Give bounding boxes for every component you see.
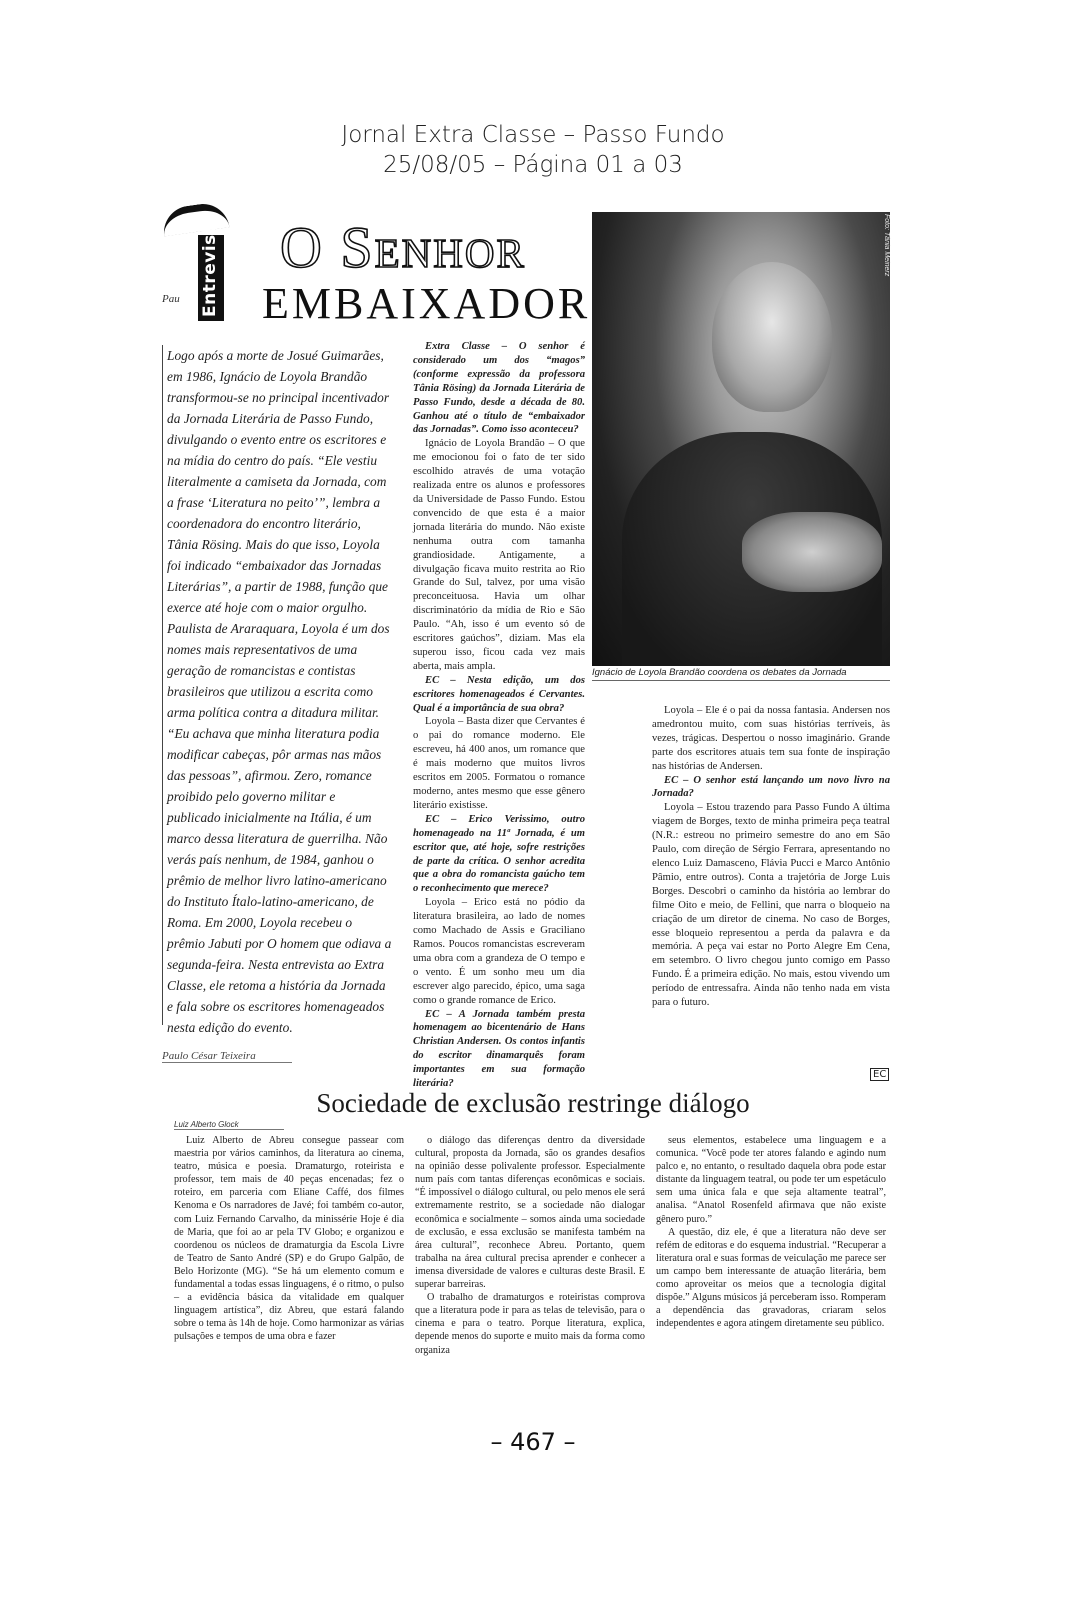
article2-paragraph: A questão, diz ele, é que a literatura não deve ser refém de editoras e do esquema industrial. “Recuperar a literatura oral e suas formas de veiculação me parece ser um campo bem interessante de atuação literária, bem como aproveitar os meios que a tecnologia digital dispõe.” Alguns músicos já perceberam isso. Romperam a dependência das gravadoras, criaram selos independentes e agora atingem diretamente seu público. — [656, 1226, 886, 1330]
title-line-2: EMBAIXADOR — [262, 279, 591, 328]
interview-question: EC – Nesta edição, um dos escritores homenageados é Cervantes. Qual é a importância de sua obra? — [413, 674, 585, 714]
interview-question: EC – O senhor está lançando um novo livro na Jornada? — [652, 774, 890, 800]
article2-paragraph: O trabalho de dramaturgos e roteiristas comprova que a literatura pode ir para as telas de televisão, para o cinema e para o teatro. Porque literatura, explica, depende menos do suporte e muito mais da forma como organiza — [415, 1292, 645, 1356]
article-title — [262, 215, 591, 330]
article2-paragraph: seus elementos, estabelece uma linguagem e a comunica. “Você pode ter atores falando e agindo num palco e, no entanto, o resultado daquela obra pode estar distante da linguagem teatral, ou pode ter um espetáculo sem uma única fala e que seja altamente teatral”, analisa. “Anatol Rosenfeld afirmava que não existe gênero puro.” — [656, 1135, 886, 1225]
photo-figure-head — [712, 262, 832, 412]
interview-question: EC – A Jornada também presta homenagem ao bicentenário de Hans Christian Andersen. Os contos infantis do escritor dinamarquês foram importantes em sua formação literária? — [413, 1008, 585, 1090]
archive-header — [0, 120, 1066, 180]
interview-answer: Loyola – Basta dizer que Cervantes é o pai do romance moderno. Ele escreveu, há 400 anos, um romance que é mais moderno que muitos livros escritos em 2005. Formatou o romance moderno, antes mesmo que esse gênero literário existisse. — [413, 716, 585, 811]
title-line-1: O Senhor — [280, 215, 526, 280]
lead-paragraph: Paulista de Araraquara, Loyola é um dos nomes mais representativos de uma geração de romancistas e contistas brasileiros que utilizou a escrita como arma política contra a ditadura militar. “Eu achava que minha literatura podia modificar cabeças, pôr armas nas mãos das pessoas”, afirmou. Zero, romance proibido pelo governo militar e publicado inicialmente na Itália, é um marco dessa literatura de guerrilha. Não verás país nenhum, de 1984, ganhou o prêmio de melhor livro latino-americano do Instituto Ítalo-latino-americano, de Roma. Em 2000, Loyola recebeu o prêmio Jabuti por O homem que odiava a segunda-feira. Nesta entrevista ao Extra Classe, ele retoma a história da Jornada e fala sobre os escritores homenageados nesta edição do evento. — [167, 621, 392, 1035]
photo-credit-text: Foto: Tânia Meinerz — [883, 214, 890, 277]
interview-answer: Loyola – Estou trazendo para Passo Fundo A última viagem de Borges, texto de minha primeira peça teatral (N.R.: estreou no primeiro semestre do ano em São Paulo, com direção de Sérgio Ferrara, apresentando no elenco Luiz Damasceno, Flávia Pucci e Marco Antônio Pâmio, entre outros). Conta a trajetória de Jorge Luis Borges. Descobri o caminho da história ao lembrar do filme Oito e meio, de Fellini, que narra o bloqueio na criação de um diretor de cinema. No caso de Borges, esse bloqueio representou a perda da palavra e da memória. A peça vai estar no Porto Alegre Em Cena, em setembro. O livro chegou junto comigo em Passo Fundo. É a primeira edição. No mais, estou vivendo um período de entressafra. Ainda não tenho nada em vista para o futuro. — [652, 802, 890, 1009]
header-date-pages: 25/08/05 – Página 01 a 03 — [383, 152, 683, 178]
lead-paragraph: Logo após a morte de Josué Guimarães, em 1986, Ignácio de Loyola Brandão transformou-se no principal incentivador da Jornada Literária de Passo Fundo, divulgando o evento entre os escritores e na mídia do centro do país. “Ele vestiu literalmente a camiseta da Jornada, com a frase ‘Literatura no peito’”, lembra a coordenadora do encontro literário, Tânia Rösing. Mais do que isso, Loyola foi indicado “embaixador das Jornadas Literárias”, a partir de 1988, função que exerce até hoje com o maior orgulho. — [167, 348, 390, 615]
interview-column-right — [652, 704, 890, 1010]
page-number: – 467 – — [490, 1428, 576, 1456]
interview-answer: Loyola – Ele é o pai da nossa fantasia. Andersen nos amedrontou muito, com suas histórias terríveis, às vezes, trágicas. Despertou o nosso imaginário. Grande parte dos escritores atuais tem sua fonte de inspiração nas histórias de Andersen. — [652, 705, 890, 772]
article2-author: Luiz Alberto Glock — [174, 1120, 284, 1130]
lead-author: Paulo César Teixeira — [162, 1050, 292, 1063]
lead-text — [162, 345, 392, 1035]
photo-credit — [878, 214, 892, 304]
interview-question: Extra Classe – O senhor é considerado um dos “magos” (conforme expressão da professora Tânia Rösing) da Jornada Literária de Passo Fundo, desde a década de 80. Ganhou até o título de “embaixador das Jornadas”. Como isso aconteceu? — [413, 341, 585, 436]
article2-column-2 — [415, 1134, 645, 1357]
photo-caption: Ignácio de Loyola Brandão coordena os debates da Jornada — [592, 667, 890, 681]
interview-answer: Loyola – Erico está no pódio da literatura brasileira, ao lado de nomes como Machado de Assis e Graciliano Ramos. Poucos romancistas escreveram uma obra com a grandeza de O tempo e o vento. É um sonho meu um dia escrever algo parecido, épico, uma saga como o grande romance de Erico. — [413, 897, 585, 1006]
article2-paragraph: Luiz Alberto de Abreu consegue passear com maestria por vários caminhos, da literatura ao cinema, teatro, música e poesia. Dramaturgo, roteirista e professor, tem mais de 40 peças encenadas; fez o roteiro, em parceria com Eliane Caffé, dos filmes Kenoma e Os narradores de Javé; foi também co-autor, com Luiz Fernando Carvalho, da minissérie Hoje é dia de Maria, que foi ao ar pela TV Globo; e organizou e coordenou os núcleos de dramaturgia da Escola Livre de Teatro de Santo André (SP) e do Grupo Galpão, de Belo Horizonte (MG). “Se há um elemento comum e fundamental a todas essas linguagens, é o ritmo, o pulso – a evidência básica da vitalidade em qualquer linguagem artística”, diz Abreu, que estará falando sobre o tema às 14h de hoje. Como harmonizar as várias pulsações e tempos de uma obra e fazer — [174, 1135, 404, 1343]
article2-column-1 — [174, 1134, 404, 1344]
badge-label: Entrevista — [200, 213, 220, 317]
article2-paragraph: o diálogo das diferenças dentro da diversidade cultural, proposta da Jornada, são os grandes desafios na opinião desse polivalente professor. Especialmente num país com tantas diferenças econômicas e sociais. “É impossível o diálogo cultural, ou pelo menos ele será extremamente restrito, se a sociedade não dialogar econômica e socialmente – somos ainda uma sociedade de exclusão, e essa exclusão se manifesta também na área cultural”, reconhece Abreu. Portanto, quem trabalha na área cultural precisa aprender e conhecer a imensa diversidade de valores e culturas deste Brasil. E superar barreiras. — [415, 1135, 645, 1291]
article2-title: Sociedade de exclusão restringe diálogo — [316, 1088, 750, 1118]
article2-column-3 — [656, 1134, 886, 1330]
interview-answer: Ignácio de Loyola Brandão – O que me emocionou foi o fato de ter sido escolhido através de uma votação realizada entre os alunos e professores da Universidade de Passo Fundo. Estou convencido de que esta é a maior jornada literária do mundo. Não existe nenhuma outra com tamanha grandiosidade. Antigamente, a divulgação ficava muito restrita ao Rio Grande do Sul, talvez, por uma visão preconceituosa. Havia um olhar discriminatório da mídia de Rio e São Paulo. “Ah, isso é um evento só de escritores gaúchos”, diziam. Mas ela superou isso, ficou cada vez mais aberta, mais ampla. — [413, 438, 585, 672]
portrait-photo — [592, 212, 890, 666]
end-mark: EC — [870, 1068, 889, 1081]
interview-column-middle — [413, 340, 585, 1091]
header-publication: Jornal Extra Classe – Passo Fundo — [341, 122, 725, 148]
section-badge — [152, 205, 230, 323]
photo-figure-hands — [742, 512, 882, 592]
badge-small-label: Pau — [162, 293, 180, 305]
interview-question: EC – Erico Verissimo, outro homenageado na 11ª Jornada, é um escritor que, até hoje, sofre restrições de parte da crítica. O senhor acredita que a obra do romancista gaúcho tem o reconhecimento que merece? — [413, 813, 585, 895]
